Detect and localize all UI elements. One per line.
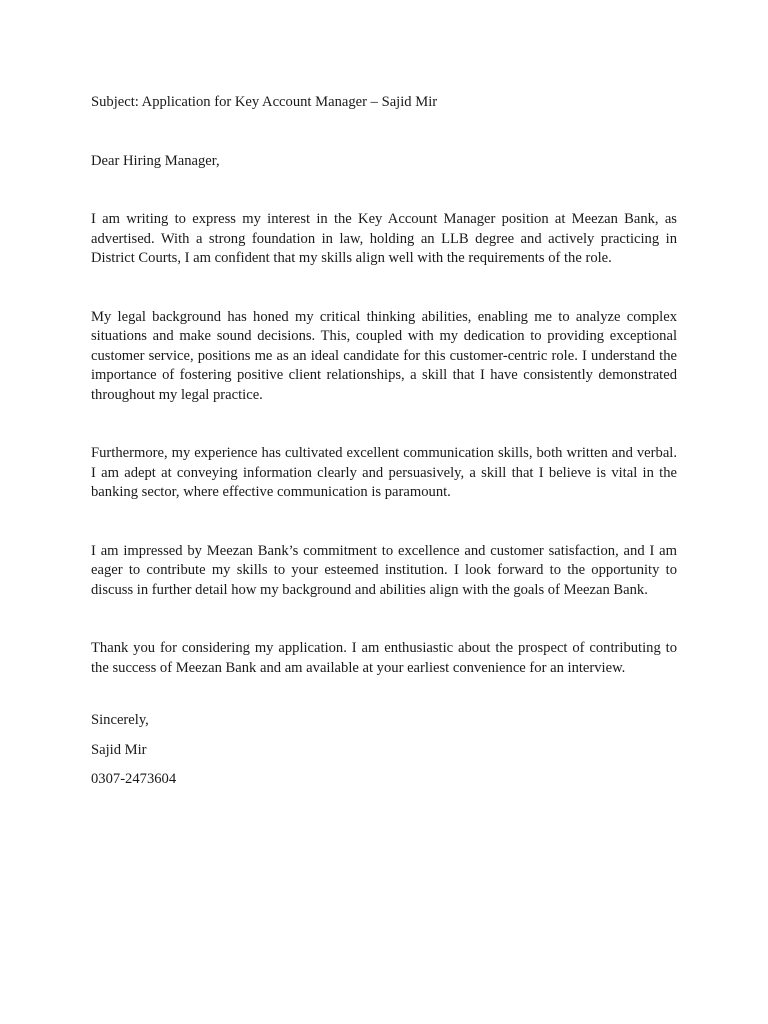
body-paragraph-5: Thank you for considering my application. I am enthusiastic about the prospect of contributing to the success of Meezan Bank and am available at your earliest convenience for an interview. [91, 640, 677, 676]
body-paragraph-4: I am impressed by Meezan Bank’s commitment to excellence and customer satisfaction, and I am eager to contribute my skills to your esteemed institution. I look forward to the opportunity to discuss in further detail how my background and abilities align with the goals of Meezan Bank. [91, 542, 677, 598]
body-paragraph-1: I am writing to express my interest in the Key Account Manager position at Meezan Bank, as advertised. With a strong foundation in law, holding an LLB degree and actively practicing in District Courts, I am confident that my skills align well with the requirements of the role. [91, 211, 677, 266]
closing: Sincerely, [91, 712, 149, 728]
body-paragraph-3: Furthermore, my experience has cultivated excellent communication skills, both written and verbal. I am adept at conveying information clearly and persuasively, a skill that I believe is vital in the banking sector, where effective communication is paramount. [91, 445, 677, 500]
cover-letter [91, 93, 677, 790]
body-paragraph-2: My legal background has honed my critical thinking abilities, enabling me to analyze complex situations and make sound decisions. This, coupled with my dedication to providing exceptional customer service, positions me as an ideal candidate for this customer-centric role. I understand the importance of fostering positive client relationships, a skill that I have consistently demonstrated throughout my legal practice. [91, 308, 677, 403]
salutation: Dear Hiring Manager, [91, 152, 220, 169]
phone-number: 0307-2473604 [91, 771, 177, 787]
subject-line: Subject: Application for Key Account Manager – Sajid Mir [91, 94, 438, 110]
signature-name: Sajid Mir [91, 741, 147, 758]
